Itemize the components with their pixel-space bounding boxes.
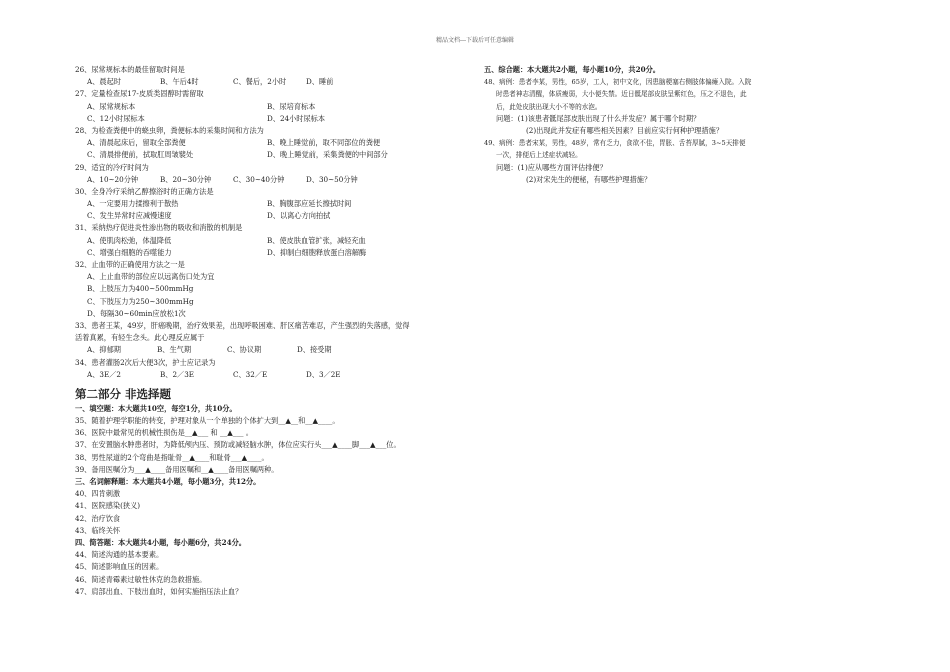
option-c: C、32／E	[233, 369, 268, 379]
option-c: C、清晨排便前，拭取肛周皱襞处	[87, 150, 194, 160]
option-a: A、3E／2	[87, 369, 121, 379]
option-b: B、晚上睡觉前，取不同部位的粪便	[267, 138, 381, 148]
option-d: D、晚上睡觉前，采集粪便的中间部分	[267, 150, 388, 160]
option-c: C、12小时尿标本	[87, 113, 145, 123]
option-a: A、一定要用力揉擦利于散热	[87, 199, 179, 209]
question-47: 47、肩部出血、下肢出血时，如何实施指压法止血？	[75, 586, 243, 596]
options-26	[75, 76, 470, 88]
option-c: C、餐后，2小时	[233, 77, 287, 87]
options-33	[75, 344, 470, 356]
option-d: D、睡前	[306, 77, 334, 87]
option-d: D、24小时尿标本	[267, 113, 326, 123]
option-d: D、每隔30~60min应放松1次	[87, 308, 186, 318]
question-42: 42、治疗饮食	[75, 513, 121, 523]
options-31-row2	[75, 247, 470, 259]
section-comprehensive-heading: 五、综合题：本大题共2小题，每小题10分，共20分。	[484, 65, 660, 74]
question-48-line3: 后，此处皮肤出现大小不等的水泡。	[496, 102, 602, 111]
question-38: 38、男性尿道的2个弯曲是指耻骨__▲____和耻骨___▲____。	[75, 452, 269, 462]
option-c: C、发生异常时应减慢速度	[87, 211, 172, 221]
option-a: A、抑郁期	[87, 345, 121, 355]
page-header: 精品文档---下载后可任意编辑	[435, 37, 515, 44]
option-a: A、晨起时	[87, 77, 121, 87]
question-29: 29、适宜的冷疗时间为	[75, 162, 149, 172]
option-b: B、20~30分钟	[160, 174, 212, 184]
options-27-row2	[75, 113, 470, 125]
option-d: D、30~50分钟	[306, 174, 358, 184]
option-c: C、增强白细胞的吞噬能力	[87, 247, 172, 257]
option-b: B、午后4时	[160, 77, 199, 87]
section-term-heading: 三、名词解释题：本大题共4小题，每小题3分，共12分。	[75, 477, 261, 486]
question-26: 26、尿常规标本的最佳留取时间是	[75, 65, 185, 74]
option-a: A、使肌肉松弛，体温降低	[87, 235, 172, 245]
question-46: 46、简述青霉素过敏性休克的急救措施。	[75, 574, 207, 584]
question-37: 37、在安置脑水肿患者时，为降低颅内压、预防或减轻脑水肿，体位应实行头___▲____脚___▲___位。	[75, 440, 401, 450]
options-27-row1	[75, 101, 470, 113]
question-36: 36、医院中最常见的机械性损伤是__▲___ 和 __▲___ 。	[75, 428, 253, 438]
question-49-line1: 49、病例：患者宋某，男性，48岁，常有乏力，食欲不佳，胃胀、舌苔厚腻，3~5天排便	[484, 139, 746, 148]
option-a: A、10~20分钟	[87, 174, 139, 184]
question-28: 28、为检查粪便中的蛲虫卵，粪便标本的采集时间和方法为	[75, 125, 264, 135]
options-29	[75, 174, 470, 186]
question-32: 32、止血带的正确使用方法之一是	[75, 260, 185, 269]
option-b: B、上肢压力为400~500mmHg	[87, 284, 194, 294]
option-c: C、协议期	[227, 345, 262, 355]
question-34: 34、患者灌肠2次后大便3次，护士应记录为	[75, 357, 216, 367]
option-d: D、抑制白细胞释放蛋白溶解酶	[267, 247, 367, 257]
option-c: C、30~40分钟	[233, 174, 285, 184]
question-35: 35、随着护理学职能的转变，护理对象从一个单独的个体扩大到__▲__和__▲____。	[75, 416, 340, 426]
question-43: 43、临终关怀	[75, 525, 121, 535]
option-b: B、尿培育标本	[267, 101, 316, 111]
options-28-row2	[75, 149, 470, 161]
question-48-line1: 48、病例：患者李某，男性，65岁，工人，初中文化，因患脑梗塞右侧肢体偏瘫入院。入院	[484, 78, 752, 87]
options-31-row1	[75, 235, 470, 247]
option-c: C、下肢压力为250~300mmHg	[87, 296, 194, 306]
question-44: 44、简述沟通的基本要素。	[75, 550, 164, 560]
question-49-line2: 一次，排便后上述症状减轻。	[496, 151, 582, 160]
options-30-row1	[75, 198, 470, 210]
question-49-ask2: (2)对宋先生的便秘，有哪些护理措施？	[526, 174, 652, 184]
question-27: 27、定量检查尿17-皮质类固醇时需留取	[75, 89, 204, 99]
options-30-row2	[75, 210, 470, 222]
question-39: 39、备用医嘱分为___▲____备用医嘱和__▲____备用医嘱两种。	[75, 464, 279, 474]
options-28-row1	[75, 137, 470, 149]
option-a: A、尿常规标本	[87, 101, 136, 111]
question-33-line2: 活着真累，有轻生念头。此心理反应属于	[75, 333, 205, 343]
left-column	[75, 64, 470, 598]
right-column	[484, 64, 829, 186]
question-48-ask2: (2)出现此并发症有哪些相关因素？目前应实行何种护理措施？	[526, 125, 724, 135]
question-48-line2: 时患者神志清醒，体质瘦弱，大小便失禁。近日骶尾部皮肤呈紫红色，压之不退色，此	[496, 90, 747, 99]
part-two-title: 第二部分 非选择题	[75, 386, 172, 401]
option-b: B、2／3E	[160, 369, 195, 379]
question-49-ask1: 问题：(1)应从哪些方面评估排便？	[496, 162, 607, 172]
option-d: D、以离心方向拍拭	[267, 211, 331, 221]
question-41: 41、医院感染(狭义)	[75, 501, 141, 511]
question-48-ask1: 问题：(1)该患者骶尾部皮肤出现了什么并发症？属于哪个时期？	[496, 113, 701, 123]
option-b: B、胸腹部应延长擦拭时间	[267, 199, 352, 209]
option-d: D、接受期	[297, 345, 332, 355]
question-30: 30、全身冷疗采纳乙醇擦浴时的正确方法是	[75, 186, 214, 196]
option-d: D、3／2E	[306, 369, 341, 379]
options-34	[75, 369, 470, 381]
option-b: B、生气期	[157, 345, 192, 355]
option-a: A、上止血带的部位应以远离伤口处为宜	[87, 272, 215, 282]
question-33-line1: 33、患者王某，49岁，肝癌晚期，治疗效果差，出现呼吸困难、肝区痛苦难忍，产生强烈的失落感，觉得	[75, 320, 410, 330]
question-45: 45、简述影响血压的因素。	[75, 562, 164, 572]
question-31: 31、采纳热疗促进炎性渗出物的吸收和消散的机制是	[75, 223, 243, 233]
question-40: 40、四肯刺激	[75, 489, 121, 499]
section-fill-blank-heading: 一、填空题：本大题共10空，每空1分，共10分。	[75, 403, 237, 413]
section-short-answer-heading: 四、简答题：本大题共4小题，每小题6分，共24分。	[75, 537, 246, 547]
option-b: B、使皮肤血管扩张，减轻充血	[267, 235, 366, 245]
option-a: A、清晨起床后，留取全部粪便	[87, 138, 186, 148]
